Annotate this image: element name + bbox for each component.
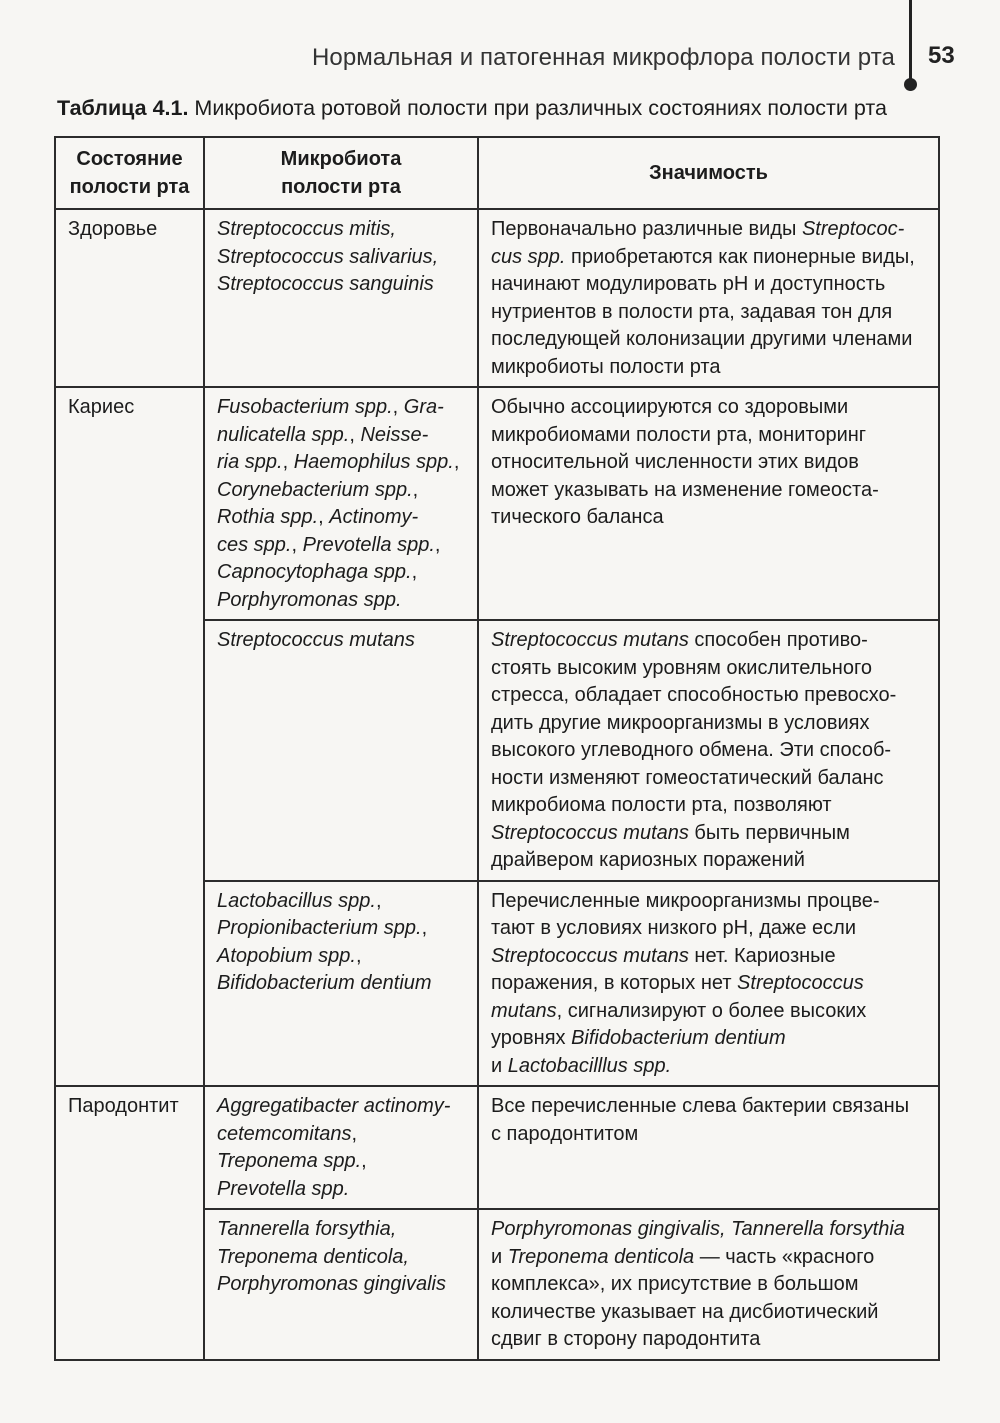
table-caption-label: Таблица 4.1. xyxy=(57,96,189,120)
significance-cell: Все перечисленные слева бактерии связаны с пародонтитом xyxy=(478,1086,939,1209)
significance-cell: Porphyromonas gingivalis, Tannerella forsythia и Treponema denticola — часть «красного комплекса», их присутствие в большом количестве указывает на дисбиотический сдвиг в сторону пародонтита xyxy=(478,1209,939,1360)
table-header-row xyxy=(55,137,939,209)
significance-cell: Первоначально различные виды Streptococ- cus spp. приобретаются как пионерные виды, начинают модулировать рН и доступность нутриентов в полости рта, задавая тон для последующей колонизации другими членами микробиоты полости рта xyxy=(478,209,939,387)
microbiota-cell: Tannerella forsythia, Treponema denticola, Porphyromonas gingivalis xyxy=(204,1209,478,1360)
table-row xyxy=(55,1086,939,1209)
microbiota-cell: Fusobacterium spp., Gra- nulicatella spp., Neisse- ria spp., Haemophilus spp., Corynebacterium spp., Rothia spp., Actinomy- ces spp., Prevotella spp., Capnocytophaga spp., Porphyromonas spp. xyxy=(204,387,478,620)
table-caption-text: Микробиота ротовой полости при различных состояниях полости рта xyxy=(188,96,887,120)
microbiota-cell: Aggregatibacter actinomy- cetemcomitans, Treponema spp., Prevotella spp. xyxy=(204,1086,478,1209)
condition-cell-caries: Кариес xyxy=(55,387,204,1086)
header-condition: Состояние полости рта xyxy=(55,137,204,209)
significance-cell: Перечисленные микроорганизмы процве- тают в условиях низкого рН, даже если Streptococcus mutans нет. Кариозные поражения, в которых нет Streptococcus mutans, сигнализируют о более высоких уровнях Bifidobacterium dentium и Lactobacilllus spp. xyxy=(478,881,939,1087)
microbiota-cell: Streptococcus mitis, Streptococcus salivarius, Streptococcus sanguinis xyxy=(204,209,478,387)
header-significance: Значимость xyxy=(478,137,939,209)
page-number: 53 xyxy=(928,42,955,69)
page-rule xyxy=(909,0,912,84)
table-row xyxy=(55,387,939,620)
page-dot xyxy=(904,78,917,91)
significance-cell: Обычно ассоциируются со здоровыми микробиомами полости рта, мониторинг относительной численности этих видов может указывать на изменение гомеоста- тического баланса xyxy=(478,387,939,620)
table-caption xyxy=(57,96,937,121)
microbiota-cell: Streptococcus mutans xyxy=(204,620,478,881)
header-microbiota: Микробиота полости рта xyxy=(204,137,478,209)
significance-cell: Streptococcus mutans способен противо- стоять высоким уровням окислительного стресса, обладает способностью превосхо- дить другие микроорганизмы в условиях высокого углеводного обмена. Эти способ- ности изменяют гомеостатический баланс микробиома полости рта, позволяют Streptococcus mutans быть первичным драйвером кариозных поражений xyxy=(478,620,939,881)
condition-cell-periodontitis: Пародонтит xyxy=(55,1086,204,1360)
microbiota-cell: Lactobacillus spp., Propionibacterium spp., Atopobium spp., Bifidobacterium dentium xyxy=(204,881,478,1087)
condition-cell-health: Здоровье xyxy=(55,209,204,387)
microbiota-table xyxy=(54,136,940,1361)
running-title: Нормальная и патогенная микрофлора полости рта xyxy=(311,44,895,71)
table-row xyxy=(55,209,939,387)
